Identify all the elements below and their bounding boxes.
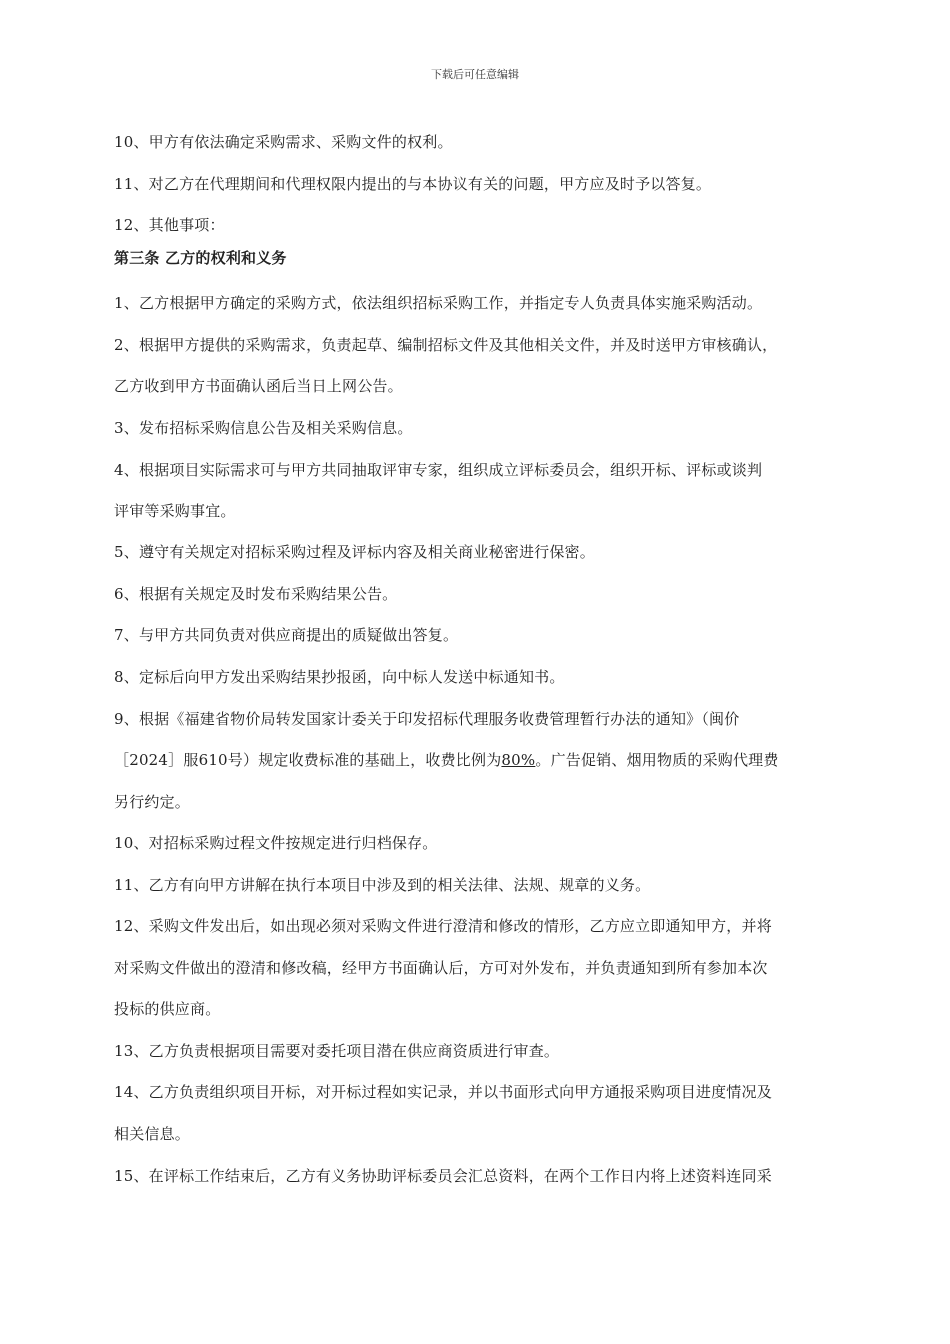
clause-line: 4、根据项目实际需求可与甲方共同抽取评审专家，组织成立评标委员会，组织开标、评标或谈判 bbox=[114, 461, 763, 479]
clause-line: 10、甲方有依法确定采购需求、采购文件的权利。 bbox=[114, 133, 453, 151]
clause-line: 15、在评标工作结束后，乙方有义务协助评标委员会汇总资料，在两个工作日内将上述资料连同采 bbox=[114, 1167, 772, 1185]
clause-line: 评审等采购事宜。 bbox=[114, 502, 236, 520]
clause-line: 11、乙方有向甲方讲解在执行本项目中涉及到的相关法律、法规、规章的义务。 bbox=[114, 876, 651, 894]
clause-line: 12、采购文件发出后，如出现必须对采购文件进行澄清和修改的情形，乙方应立即通知甲方，并将 bbox=[114, 917, 772, 935]
clause-line: 3、发布招标采购信息公告及相关采购信息。 bbox=[114, 419, 413, 437]
clause-line: 1、乙方根据甲方确定的采购方式，依法组织招标采购工作，并指定专人负责具体实施采购活动。 bbox=[114, 294, 763, 312]
clause-line bbox=[114, 750, 779, 770]
clause-line: 10、对招标采购过程文件按规定进行归档保存。 bbox=[114, 834, 438, 852]
clause-line: 投标的供应商。 bbox=[114, 1000, 221, 1018]
clause-line: 8、定标后向甲方发出采购结果抄报函，向中标人发送中标通知书。 bbox=[114, 668, 565, 686]
clause-line: 乙方收到甲方书面确认函后当日上网公告。 bbox=[114, 377, 403, 395]
fee-text: ［2024］服610号）规定收费标准的基础上，收费比例为 bbox=[114, 751, 502, 769]
fee-text-tail: 。广告促销、烟用物质的采购代理费 bbox=[535, 751, 779, 769]
clause-line: 相关信息。 bbox=[114, 1125, 191, 1143]
fee-ratio: 80% bbox=[501, 751, 536, 769]
clause-line: 另行约定。 bbox=[114, 793, 191, 811]
clause-line: 5、遵守有关规定对招标采购过程及评标内容及相关商业秘密进行保密。 bbox=[114, 543, 595, 561]
clause-line: 11、对乙方在代理期间和代理权限内提出的与本协议有关的问题，甲方应及时予以答复。 bbox=[114, 175, 712, 193]
clause-line: 6、根据有关规定及时发布采购结果公告。 bbox=[114, 585, 398, 603]
clause-line: 9、根据《福建省物价局转发国家计委关于印发招标代理服务收费管理暂行办法的通知》（闽价 bbox=[114, 710, 740, 728]
clause-line: 7、与甲方共同负责对供应商提出的质疑做出答复。 bbox=[114, 626, 459, 644]
clause-line: 12、其他事项： bbox=[114, 216, 225, 234]
clause-line: 2、根据甲方提供的采购需求，负责起草、编制招标文件及其他相关文件，并及时送甲方审核确认， bbox=[114, 336, 778, 354]
section-heading: 第三条 乙方的权利和义务 bbox=[114, 249, 287, 267]
page-header-note: 下载后可任意编辑 bbox=[431, 68, 519, 81]
clause-line: 13、乙方负责根据项目需要对委托项目潜在供应商资质进行审查。 bbox=[114, 1042, 560, 1060]
clause-line: 14、乙方负责组织项目开标，对开标过程如实记录，并以书面形式向甲方通报采购项目进度情况及 bbox=[114, 1083, 772, 1101]
clause-line: 对采购文件做出的澄清和修改稿，经甲方书面确认后，方可对外发布，并负责通知到所有参加本次 bbox=[114, 959, 768, 977]
